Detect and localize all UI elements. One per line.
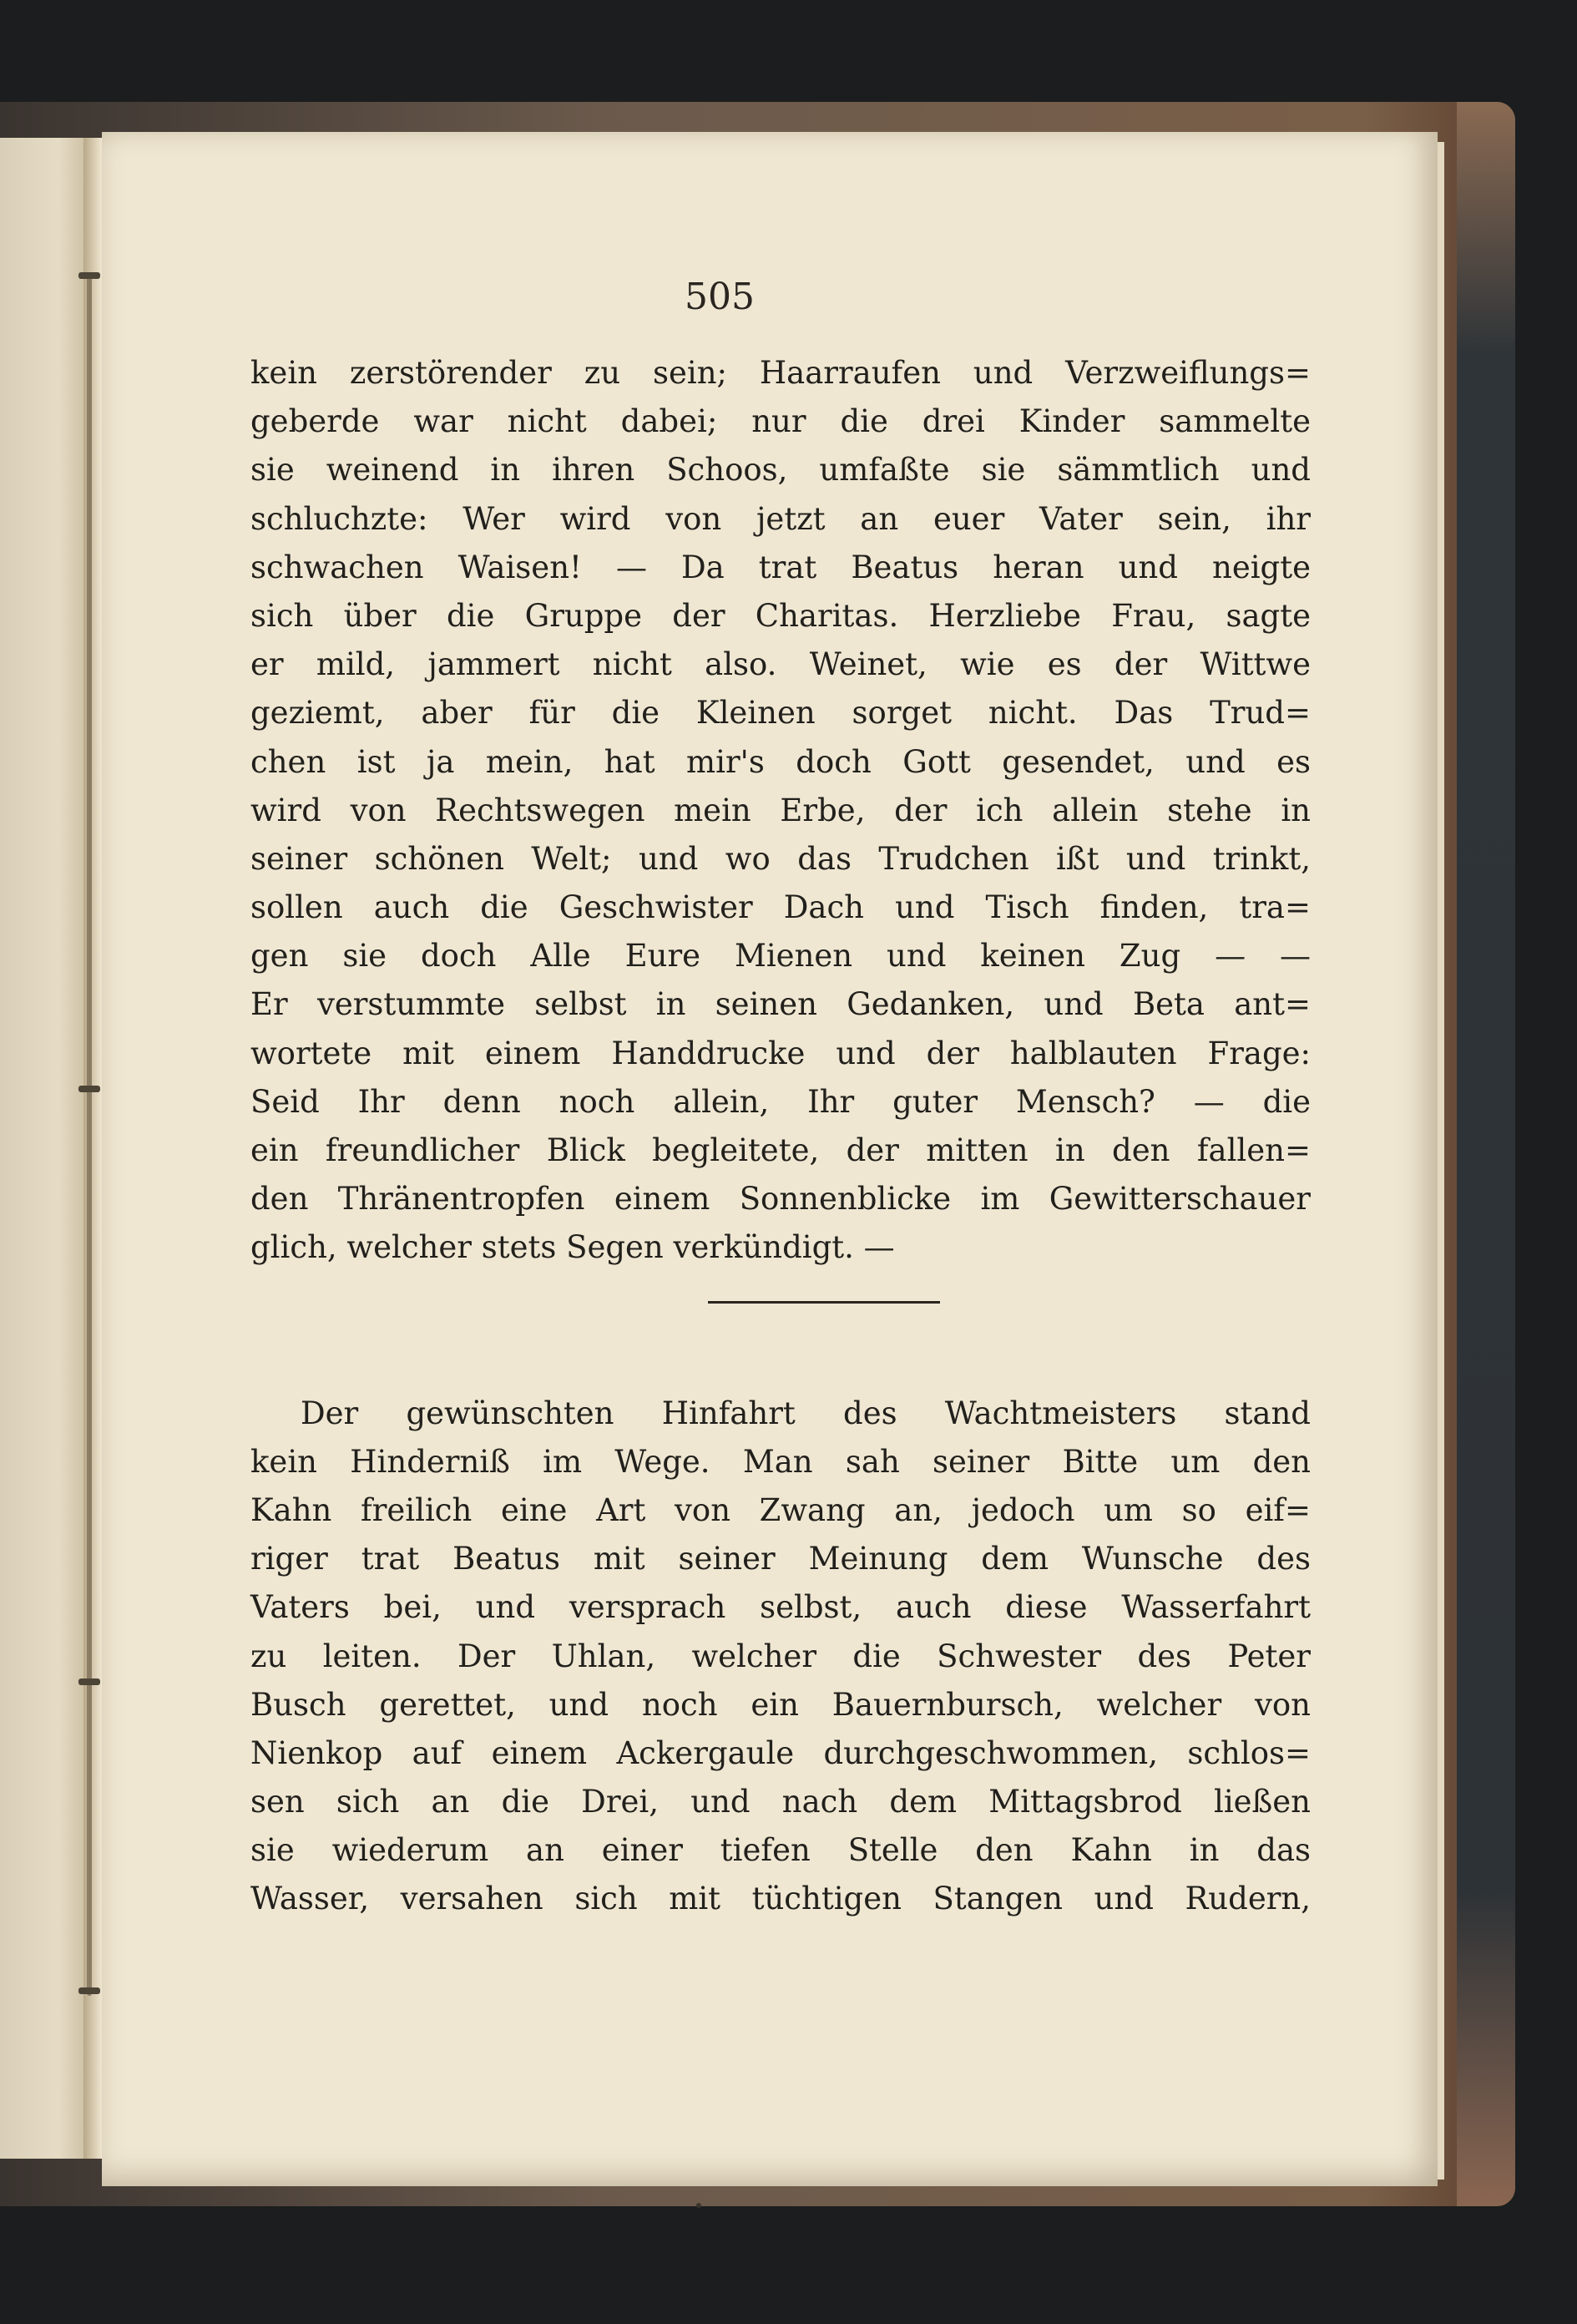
text-line: zu leiten. Der Uhlan, welcher die Schwester des Peter — [250, 1638, 1311, 1674]
page-number: 505 — [685, 276, 755, 318]
paragraph — [250, 349, 1311, 1273]
text-line: sich über die Gruppe der Charitas. Herzliebe Frau, sagte — [250, 597, 1311, 634]
divider-rule — [708, 1301, 940, 1304]
binding-thread — [87, 276, 92, 1996]
text-line: seiner schönen Welt; und wo das Trudchen ißt und trinkt, — [250, 840, 1311, 877]
text-line: riger trat Beatus mit seiner Meinung dem Wunsche des — [250, 1541, 1311, 1577]
binding-stitch — [78, 272, 100, 279]
text-line: schwachen Waisen! — Da trat Beatus heran und neigte — [250, 549, 1311, 585]
text-line: Wasser, versahen sich mit tüchtigen Stangen und Rudern, — [250, 1881, 1311, 1917]
text-line: schluchzte: Wer wird von jetzt an euer Vater sein, ihr — [250, 500, 1311, 537]
text-line: ein freundlicher Blick begleitete, der mitten in den fallen= — [250, 1132, 1311, 1168]
text-line: Seid Ihr denn noch allein, Ihr guter Mensch? — die — [250, 1083, 1311, 1120]
page-text — [250, 349, 1311, 1924]
text-line: gen sie doch Alle Eure Mienen und keinen Zug — — — [250, 938, 1311, 975]
text-line: Busch gerettet, und noch ein Bauernbursch, welcher von — [250, 1686, 1311, 1723]
text-line: sie weinend in ihren Schoos, umfaßte sie sämmtlich und — [250, 452, 1311, 489]
text-line: sollen auch die Geschwister Dach und Tisch finden, tra= — [250, 889, 1311, 926]
left-page-edge — [0, 138, 83, 2159]
text-line: kein Hinderniß im Wege. Man sah seiner Bitte um den — [250, 1443, 1311, 1480]
text-line: geziemt, aber für die Kleinen sorget nicht. Das Trud= — [250, 695, 1311, 732]
ink-speck — [696, 2203, 701, 2208]
text-line: den Thränentropfen einem Sonnenblicke im Gewitterschauer — [250, 1181, 1311, 1218]
binding-stitch — [78, 1987, 100, 1994]
paragraph — [250, 1390, 1311, 1924]
binding-stitch — [78, 1086, 100, 1092]
text-line: sie wiederum an einer tiefen Stelle den Kahn in das — [250, 1832, 1311, 1869]
text-line: sen sich an die Drei, und nach dem Mittagsbrod ließen — [250, 1784, 1311, 1820]
text-line: glich, welcher stets Segen verkündigt. — — [250, 1229, 895, 1266]
text-line: kein zerstörender zu sein; Haarraufen und Verzweiflungs= — [250, 355, 1311, 391]
text-line: Der gewünschten Hinfahrt des Wachtmeisters stand — [301, 1395, 1311, 1431]
text-line: wortete mit einem Handdrucke und der halblauten Frage: — [250, 1035, 1311, 1071]
right-page — [102, 132, 1438, 2186]
text-line: Vaters bei, und versprach selbst, auch diese Wasserfahrt — [250, 1589, 1311, 1626]
binding-stitch — [78, 1678, 100, 1685]
text-line: wird von Rechtswegen mein Erbe, der ich allein stehe in — [250, 792, 1311, 828]
text-line: Er verstummte selbst in seinen Gedanken, und Beta ant= — [250, 986, 1311, 1023]
text-line: er mild, jammert nicht also. Weinet, wie es der Wittwe — [250, 646, 1311, 683]
section-divider — [250, 1273, 1311, 1390]
text-line: Kahn freilich eine Art von Zwang an, jedoch um so eif= — [250, 1491, 1311, 1528]
text-line: chen ist ja mein, hat mir's doch Gott gesendet, und es — [250, 743, 1311, 780]
cover-edge — [1457, 102, 1515, 2206]
text-line: geberde war nicht dabei; nur die drei Kinder sammelte — [250, 403, 1311, 440]
text-line: Nienkop auf einem Ackergaule durchgeschwommen, schlos= — [250, 1734, 1311, 1771]
